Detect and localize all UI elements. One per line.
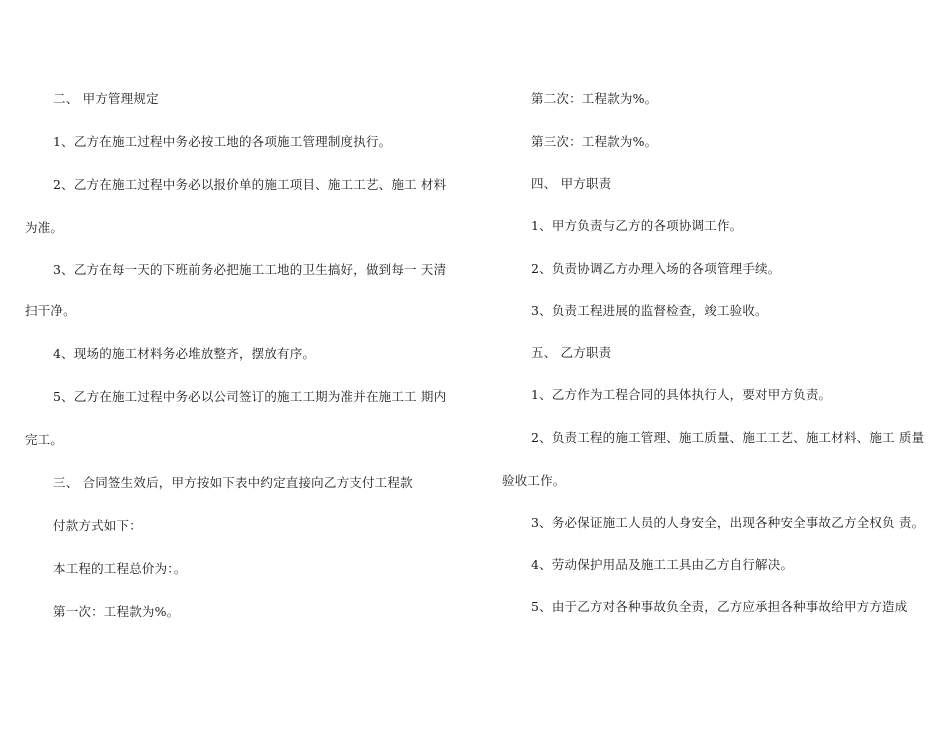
paragraph-line: 1、乙方在施工过程中务必按工地的各项施工管理制度执行。 [53,134,392,149]
paragraph-line: 1、乙方作为工程合同的具体执行人，要对甲方负责。 [531,387,832,402]
paragraph-line: 3、负责工程进展的监督检查，竣工验收。 [531,303,768,318]
paragraph-line: 4、现场的施工材料务必堆放整齐，摆放有序。 [53,346,316,361]
paragraph-line: 扫干净。 [25,303,76,318]
paragraph-line: 3、乙方在每一天的下班前务必把施工工地的卫生搞好，做到每一 天清 [53,262,447,277]
paragraph-line: 付款方式如下： [53,518,142,533]
paragraph-line: 1、甲方负责与乙方的各项协调工作。 [531,218,743,233]
paragraph-line: 2、负责协调乙方办理入场的各项管理手续。 [531,261,781,276]
paragraph-line: 3、务必保证施工人员的人身安全，出现各种安全事故乙方全权负 责。 [531,515,925,530]
section-heading-payment: 三、 合同签生效后，甲方按如下表中约定直接向乙方支付工程款 [53,475,413,490]
paragraph-line: 4、劳动保护用品及施工工具由乙方自行解决。 [531,557,794,572]
paragraph-line: 5、由于乙方对各种事故负全责，乙方应承担各种事故给甲方方造成 [531,599,908,614]
paragraph-line: 验收工作。 [502,473,566,488]
section-heading-party-a-duties: 四、 甲方职责 [531,176,612,191]
right-column [475,0,950,755]
paragraph-line: 为准。 [25,220,64,235]
paragraph-line: 第二次：工程款为%。 [531,91,658,106]
section-heading-party-b-duties: 五、 乙方职责 [531,345,612,360]
paragraph-line: 第一次：工程款为%。 [53,604,180,619]
section-heading-party-a-rules: 二、 甲方管理规定 [53,91,159,106]
paragraph-line: 5、乙方在施工过程中务必以公司签订的施工工期为准并在施工工 期内 [53,389,447,404]
paragraph-line: 完工。 [25,432,64,447]
paragraph-line: 2、负责工程的施工管理、施工质量、施工工艺、施工材料、施工 质量 [531,430,925,445]
paragraph-line: 2、乙方在施工过程中务必以报价单的施工项目、施工工艺、施工 材料 [53,177,447,192]
paragraph-line: 第三次：工程款为%。 [531,134,658,149]
paragraph-line: 本工程的工程总价为：。 [53,561,187,576]
